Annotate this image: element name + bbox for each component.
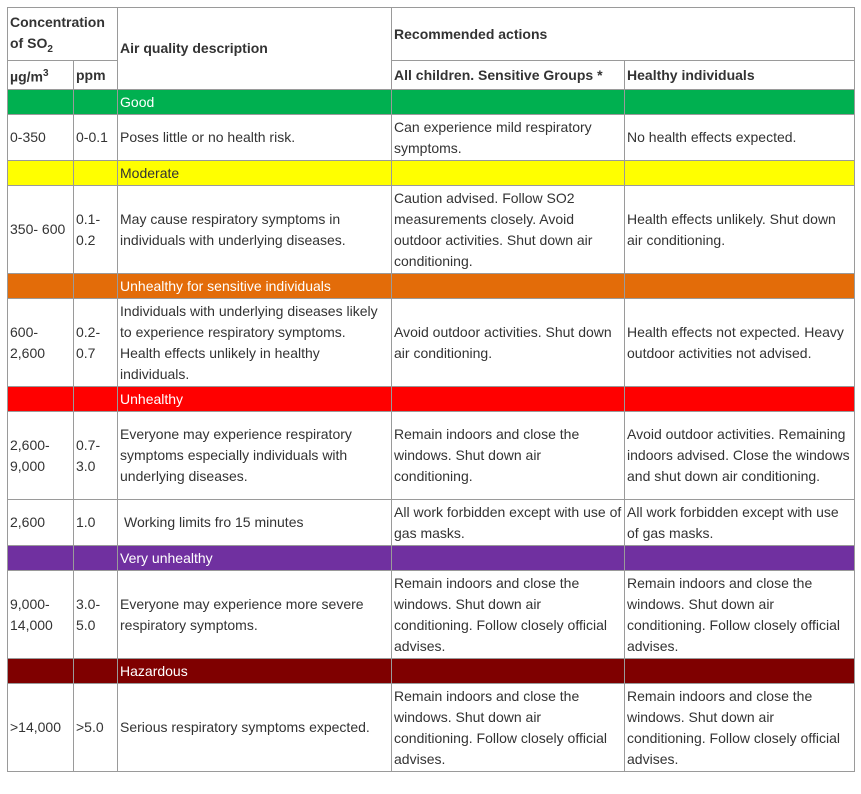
cell-ppm: 0.7-3.0 [74, 412, 118, 500]
cell-children-action: Remain indoors and close the windows. Shut down air conditioning. Follow closely official advises. [392, 684, 625, 772]
cell-children-action: Caution advised. Follow SO2 measurements closely. Avoid outdoor activities. Shut down air conditioning. [392, 186, 625, 274]
cell-healthy-action: All work forbidden except with use of gas masks. [625, 500, 855, 546]
unit-ugm3-header: $\mu g/m^3$ [8, 61, 74, 90]
cell-healthy-action: Avoid outdoor activities. Remaining indoors advised. Close the windows and shut down air conditioning. [625, 412, 855, 500]
cell-healthy-action: Remain indoors and close the windows. Shut down air conditioning. Follow closely official advises. [625, 684, 855, 772]
cell-ugm3: 9,000-14,000 [8, 571, 74, 659]
cell-healthy-action: Remain indoors and close the windows. Shut down air conditioning. Follow closely official advises. [625, 571, 855, 659]
cell-description: Poses little or no health risk. [118, 115, 392, 161]
cell-ppm: >5.0 [74, 684, 118, 772]
healthy-individuals-header: Healthy individuals [625, 61, 855, 90]
cell-description: Working limits fro 15 minutes [118, 500, 392, 546]
air-quality-description-header: Air quality description [118, 8, 392, 90]
cell-healthy-action: No health effects expected. [625, 115, 855, 161]
table-row [8, 115, 855, 161]
cell-ppm: 1.0 [74, 500, 118, 546]
cell-children-action: All work forbidden except with use of gas masks. [392, 500, 625, 546]
cell-description: Individuals with underlying diseases likely to experience respiratory symptoms. Health effects unlikely in healthy individuals. [118, 299, 392, 387]
cell-ppm: 3.0-5.0 [74, 571, 118, 659]
table-row [8, 186, 855, 274]
band-label: Good [118, 90, 392, 115]
cell-healthy-action: Health effects unlikely. Shut down air conditioning. [625, 186, 855, 274]
table-row [8, 500, 855, 546]
cell-ugm3: 2,600-9,000 [8, 412, 74, 500]
band-row-sensitive [8, 274, 855, 299]
cell-ugm3: >14,000 [8, 684, 74, 772]
cell-description: Everyone may experience more severe respiratory symptoms. [118, 571, 392, 659]
cell-children-action: Remain indoors and close the windows. Shut down air conditioning. [392, 412, 625, 500]
cell-ppm: 0.2-0.7 [74, 299, 118, 387]
cell-children-action: Can experience mild respiratory symptoms. [392, 115, 625, 161]
header-row-top [8, 8, 855, 61]
concentration-header: Concentration of $SO_2$ [8, 8, 118, 61]
table-row [8, 299, 855, 387]
band-row-moderate [8, 161, 855, 186]
children-sensitive-header: All children. Sensitive Groups * [392, 61, 625, 90]
band-label: Hazardous [118, 659, 392, 684]
band-row-good [8, 90, 855, 115]
band-label: Unhealthy for sensitive individuals [118, 274, 392, 299]
table-row [8, 412, 855, 500]
band-label: Unhealthy [118, 387, 392, 412]
table-row [8, 684, 855, 772]
band-row-hazardous [8, 659, 855, 684]
cell-description: Serious respiratory symptoms expected. [118, 684, 392, 772]
cell-ugm3: 600-2,600 [8, 299, 74, 387]
cell-ugm3: 2,600 [8, 500, 74, 546]
cell-description: May cause respiratory symptoms in individuals with underlying diseases. [118, 186, 392, 274]
cell-ugm3: 0-350 [8, 115, 74, 161]
table-row [8, 571, 855, 659]
recommended-actions-header: Recommended actions [392, 8, 855, 61]
unit-ppm-header: ppm [74, 61, 118, 90]
cell-children-action: Avoid outdoor activities. Shut down air conditioning. [392, 299, 625, 387]
band-row-very-unhealthy [8, 546, 855, 571]
cell-ppm: 0-0.1 [74, 115, 118, 161]
cell-ppm: 0.1-0.2 [74, 186, 118, 274]
band-label: Very unhealthy [118, 546, 392, 571]
so2-air-quality-table [7, 7, 855, 772]
band-label: Moderate [118, 161, 392, 186]
cell-healthy-action: Health effects not expected. Heavy outdoor activities not advised. [625, 299, 855, 387]
band-row-unhealthy [8, 387, 855, 412]
cell-description: Everyone may experience respiratory symptoms especially individuals with underlying diseases. [118, 412, 392, 500]
cell-ugm3: 350- 600 [8, 186, 74, 274]
cell-children-action: Remain indoors and close the windows. Shut down air conditioning. Follow closely official advises. [392, 571, 625, 659]
